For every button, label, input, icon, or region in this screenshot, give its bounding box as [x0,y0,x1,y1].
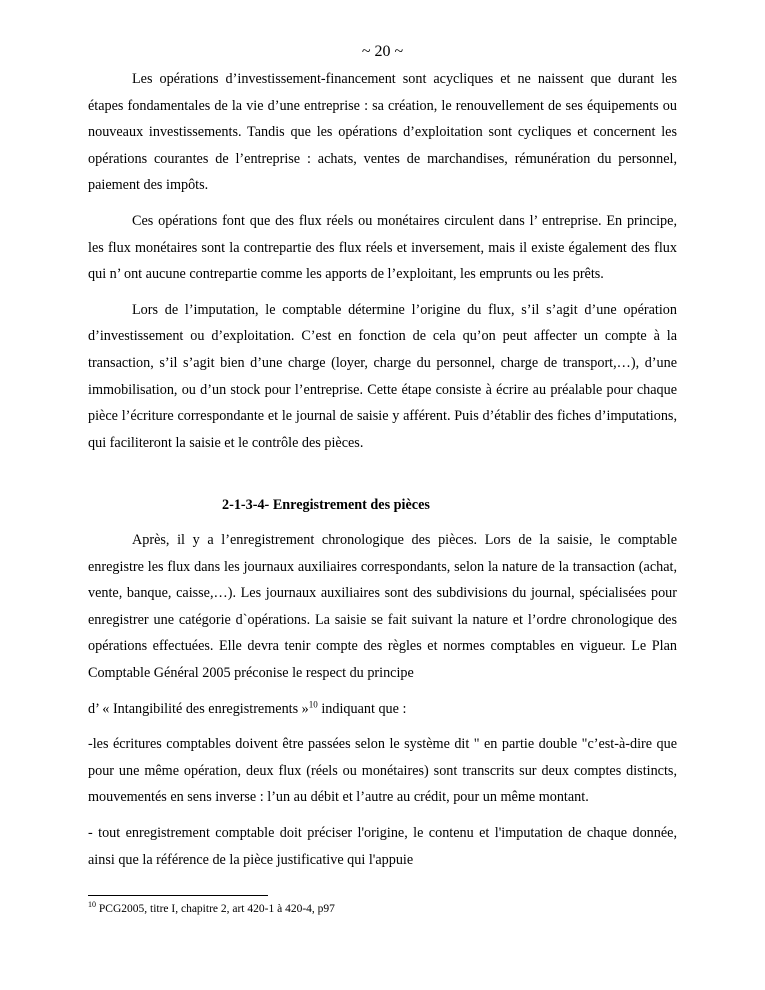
paragraph-imputation: Lors de l’imputation, le comptable détermine l’origine du flux, s’il s’agit d’une opération d’investissement ou d’exploitation. C’est en fonction de cela qu’on peut affecter un compte à la transaction, s’il s’agit bien d’une charge (loyer, charge du personnel, charge de transport,…), d’une immobilisation, ou d’un stock pour l’entreprise. Cette étape consiste à écrire au préalable pour chaque pièce l’écriture correspondante et le journal de saisie y afférent. Puis d’établir des fiches d’imputations, qui faciliteront la saisie et le contrôle des pièces. [88,301,677,451]
footnote-divider [88,895,268,896]
intangibilite-text: d’ « Intangibilité des enregistrements » [88,700,309,717]
footnote [88,901,335,917]
page-number: ~ 20 ~ [361,43,404,60]
paragraph-enregistrement: Après, il y a l’enregistrement chronologique des pièces. Lors de la saisie, le comptable enregistre les flux dans les journaux auxiliaires correspondants, selon la nature de la transaction (achat, vente, banque, caisse,…). Les journaux auxiliaires sont des subdivisions du journal, spécialisées pour enregistrer une catégorie d`opérations. La saisie se fait suivant la nature et l’ordre chronologique des opérations effectuées. Elle devra tenir compte des règles et normes comptables en vigueur. Le Plan Comptable Général 2005 préconise le respect du principe [88,532,677,681]
footnote-reference: 10 [308,698,318,709]
paragraph-operations-cycles: Les opérations d’investissement-financement sont acycliques et ne naissent que durant les étapes fondamentales de la vie d’une entreprise : sa création, le renouvellement de ses équipements ou nouveaux investissements. Tandis que les opérations d’exploitation sont cycliques et concernent les opérations courantes de l’entreprise : achats, ventes de marchandises, rémunération du personnel, paiement des impôts. [88,71,677,194]
section-heading: 2-1-3-4- Enregistrement des pièces [222,497,430,513]
paragraph-intangibilite [88,696,677,723]
footnote-marker: 10 [88,900,96,910]
body-text-top [88,66,677,456]
footnote-text: PCG2005, titre I, chapitre 2, art 420-1 à 420-4, p97 [96,903,335,915]
body-text-bottom [88,527,677,873]
paragraph-flux: Ces opérations font que des flux réels ou monétaires circulent dans l’ entreprise. En principe, les flux monétaires sont la contrepartie des flux réels et inversement, mais il existe également des flux qui n’ ont aucune contrepartie comme les apports de l’exploitant, les emprunts ou les prêts. [88,212,677,283]
paragraph-partie-double: -les écritures comptables doivent être passées selon le système dit " en partie double "c’est-à-dire que pour une même opération, deux flux (réels ou monétaires) sont transcrits sur deux comptes distincts, mouvementés en sens inverse : l’un au débit et l’autre au crédit, pour un même montant. [88,736,677,806]
paragraph-enregistrement-origine: - tout enregistrement comptable doit préciser l'origine, le contenu et l'imputation de chaque donnée, ainsi que la référence de la pièce justificative qui l'appuie [88,824,677,868]
intangibilite-suffix: indiquant que : [317,700,407,717]
